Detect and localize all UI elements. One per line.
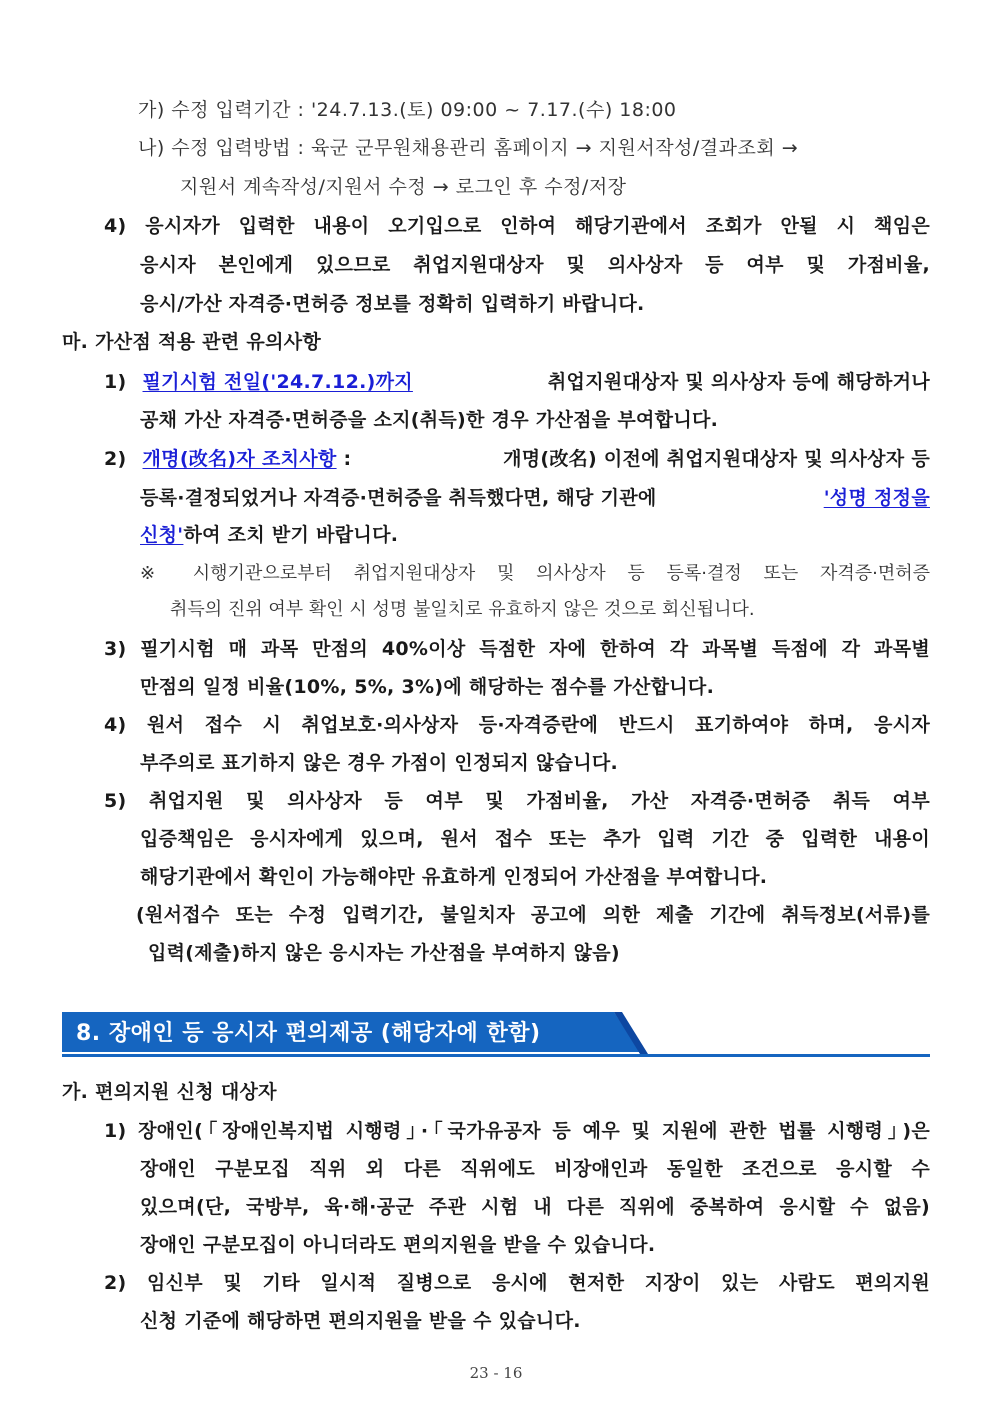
ma-item-1-rest: 취업지원대상자 및 의사상자 등에 해당하거나 (547, 371, 930, 393)
ma-item-2-colon: : (336, 448, 352, 470)
ma-item-5-line-1: 5) 취업지원 및 의사상자 등 여부 및 가점비율, 가산 자격증·면허증 취득 여부 (104, 790, 930, 812)
ma-item-1-number: 1) (104, 371, 127, 393)
ma-item-2-line-2 (140, 485, 930, 511)
ga-item-2-line-1: 2) 임신부 및 기타 일시적 질병으로 응시에 현저한 지장이 있는 사람도 편의지원 (104, 1272, 930, 1294)
ma-item-2-rest: 개명(改名) 이전에 취업지원대상자 및 의사상자 등 (503, 448, 930, 470)
name-correction-request-link[interactable]: '성명 정정을 (823, 487, 930, 509)
section-8-title: 8. 장애인 등 응시자 편의제공 (해당자에 한함) (76, 1021, 541, 1046)
ma-item-5-line-3: 해당기관에서 확인이 가능해야만 유효하게 인정되어 가산점을 부여합니다. (140, 866, 768, 888)
ma-item-5-line-4: (원서접수 또는 수정 입력기간, 불일치자 공고에 의한 제출 기간에 취득정보(서류)를 (136, 904, 930, 926)
ga-item-2-line-2: 신청 기준에 해당하면 편의지원을 받을 수 있습니다. (140, 1310, 581, 1332)
item-4-line-3: 응시/가산 자격증·면허증 정보를 정확히 입력하기 바랍니다. (140, 293, 645, 315)
edit-method-line-cont: 지원서 계속작성/지원서 수정 → 로그인 후 수정/저장 (180, 176, 627, 198)
ma-item-2-line-3 (140, 522, 398, 548)
ma-item-3-line-1: 3) 필기시험 매 과목 만점의 40%이상 득점한 자에 한하여 각 과목별 득점에 각 과목별 (104, 638, 930, 660)
ma-item-2-note-line-2: 취득의 진위 여부 확인 시 성명 불일치로 유효하지 않은 것으로 회신됩니다. (170, 599, 755, 620)
name-change-measures-link[interactable]: 개명(改名)자 조치사항 (142, 448, 337, 470)
ma-item-2-line-2-text: 등록·결정되었거나 자격증·면허증을 취득했다면, 해당 기관에 (140, 487, 657, 509)
ma-item-1-line-1 (104, 369, 930, 395)
page-number: 23 - 16 (469, 1364, 523, 1382)
ma-item-5-line-5: 입력(제출)하지 않은 응시자는 가산점을 부여하지 않음) (148, 942, 620, 964)
section-ga-heading: 가. 편의지원 신청 대상자 (62, 1081, 277, 1103)
written-exam-deadline-link[interactable]: 필기시험 전일('24.7.12.)까지 (142, 371, 413, 393)
ma-item-2-line-1 (104, 446, 930, 472)
ma-item-3-line-2: 만점의 일정 비율(10%, 5%, 3%)에 해당하는 점수를 가산합니다. (140, 676, 715, 698)
ma-item-5-line-2: 입증책임은 응시자에게 있으며, 원서 접수 또는 추가 입력 기간 중 입력한 내용이 (140, 828, 930, 850)
ma-item-2-note-line-1: ※ 시행기관으로부터 취업지원대상자 및 의사상자 등 등록·결정 또는 자격증·면허증 (140, 563, 930, 584)
edit-method-line: 나) 수정 입력방법 : 육군 군무원채용관리 홈페이지 → 지원서작성/결과조회 → (138, 137, 799, 159)
ma-item-2-number: 2) (104, 448, 127, 470)
ma-item-4-line-2: 부주의로 표기하지 않은 경우 가점이 인정되지 않습니다. (140, 752, 619, 774)
section-8-underline (62, 1054, 930, 1057)
edit-period-line: 가) 수정 입력기간 : '24.7.13.(토) 09:00 ~ 7.17.(수) 18:00 (138, 99, 677, 121)
ma-item-1-line-2: 공채 가산 자격증·면허증을 소지(취득)한 경우 가산점을 부여합니다. (140, 409, 719, 431)
item-4-line-1: 4) 응시자가 입력한 내용이 오기입으로 인하여 해당기관에서 조회가 안될 시 책임은 (104, 215, 931, 237)
ga-item-1-line-3: 있으며(단, 국방부, 육·해·공군 주관 시험 내 다른 직위에 중복하여 응시할 수 없음) (140, 1196, 930, 1218)
ga-item-1-line-4: 장애인 구분모집이 아니더라도 편의지원을 받을 수 있습니다. (140, 1234, 656, 1256)
section-ma-heading: 마. 가산점 적용 관련 유의사항 (62, 331, 322, 353)
item-4-line-2: 응시자 본인에게 있으므로 취업지원대상자 및 의사상자 등 여부 및 가점비율, (140, 254, 930, 276)
ga-item-1-line-1: 1) 장애인(「장애인복지법 시행령」·「국가유공자 등 예우 및 지원에 관한 법률 시행령」)은 (104, 1120, 930, 1142)
ga-item-1-line-2: 장애인 구분모집 직위 외 다른 직위에도 비장애인과 동일한 조건으로 응시할 수 (140, 1158, 930, 1180)
ma-item-2-line-3-rest: 하여 조치 받기 바랍니다. (183, 524, 399, 546)
name-correction-request-link-cont[interactable]: 신청' (140, 524, 184, 546)
ma-item-4-line-1: 4) 원서 접수 시 취업보호·의사상자 등·자격증란에 반드시 표기하여야 하며, 응시자 (104, 714, 930, 736)
